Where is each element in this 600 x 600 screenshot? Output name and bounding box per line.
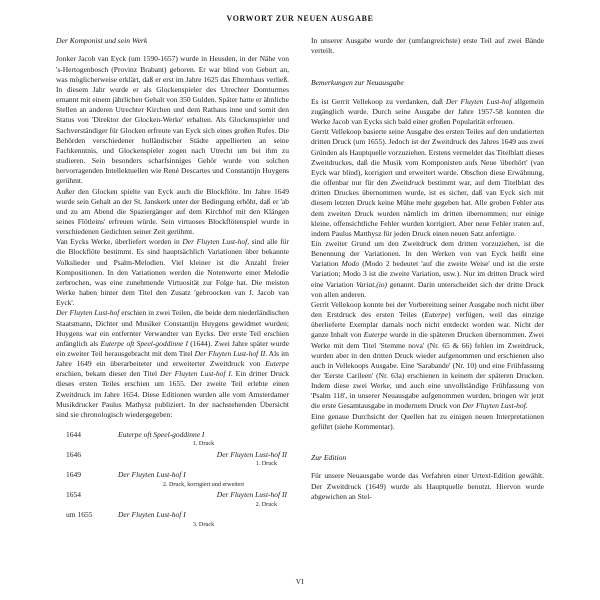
chronology-row — [56, 429, 289, 449]
running-head: VORWORT ZUR NEUEN AUSGABE — [226, 14, 374, 23]
right-column — [311, 36, 544, 502]
chronology-year: 1644 — [66, 430, 81, 440]
chronology-year: 1649 — [66, 470, 81, 480]
chronology-row — [56, 509, 289, 529]
paragraph: Jonker Jacob van Eyck (um 1590-1657) wurde in Heusden, in der Nähe von 's-Hertogenbosch (Provinz Brabant) geboren. Er war blind von Geburt an, was möglicherweise erklärt, daß er erst im Jahre 1625 das Elternhaus verließ. In diesem Jahr wurde er als Glockenspieler des Utrechter Domturmes ernannt mit einem jährlichen Gehalt von 350 Gulden. Später hatte er ähnliche Stellen an anderen Utrechter Kirchen und dem Rathaus inne und somit den Status von 'Direktor der Glocken-Werke' erhalten. Als Glockenspieler und Sachverständiger für Glocken erfreute van Eyck sich eines großen Rufes. Die Behörden verschiedener holländischer Städte appellierten an seine Fachkenntnis, und Glockenspieler zogen nach Utrecht um bei ihm zu studieren. Sein besonders scharfsinniges Gehör wurde von solchen hervorragenden Intellektuellen wie René Descartes und Constantijn Huygens gerühmt. — [56, 54, 289, 186]
chronology-table — [56, 429, 289, 529]
chronology-press-note: 1. Druck — [255, 461, 277, 468]
paragraph: Eine genaue Durchsicht der Quellen hat zu einigen neuen Interpretationen geführt (siehe Kommentar). — [311, 411, 544, 431]
paragraph: Ein zweiter Grund um den Zweitdruck dem dritten vorzuziehen, ist die Benennung der Variationen. In den Werken von van Eyck heißt eine Variation Modo (Modo 2 bedeutet 'auf die zweite Weise' und ist die erste Variation; Modo 3 ist die zweite Variation, usw.). Nur im dritten Druck wird eine Variation Variat.(io) genannt. Darin unterscheidet sich der dritte Druck von allen anderen. — [311, 238, 545, 299]
chronology-title: Der Fluyten Lust-hof I 2. Druck, korrigiert und erweitert — [112, 469, 289, 489]
chronology-year: um 1655 — [66, 510, 93, 520]
paragraph: Es ist Gerrit Vellekoop zu verdanken, daß Der Fluyten Lust-hof allgemein zugänglich wurde. Durch seine Ausgabe der Jahre 1957-58 konnten die Werke Jacob van Eycks sich bald einer großen Popularität erfreuen. — [311, 96, 544, 127]
page-number: VI — [295, 578, 305, 586]
paragraph: Gerrit Vellekoop basierte seine Ausgabe des ersten Teiles auf den undatierten dritten Druck (um 1655). Jedoch ist der Zweitdruck des Jahres 1649 aus zwei Gründen als Hauptquelle vorzuziehen. Erstens vermeldet das Titelblatt dieses Zweitdruckes, daß die Musik vom Komponisten aufs Neue 'überhört' (van Eyck war blind), korrigiert und erweitert wurde. Obschon diese Erwähnung, die offenbar nur für den Zweitdruck bestimmt war, auf dem Titelblatt des dritten Druckes übernommen wurde, ist es sicher, daß van Eyck sich mit diesem letzten Druck keine Mühe mehr gegeben hat. Alle groben Fehler aus dem zweiten Druck wurden nämlich im dritten übernommen; nur einige kleine, offensichtliche Fehler wurden korrigiert. Aber neue Fehler traten auf, indem Paulus Matthysz für jeden Druck einen neuen Satz anfertigte. — [311, 127, 545, 238]
chronology-title: Euterpe oft Speel-goddinne I 1. Druck — [112, 429, 289, 449]
right-section-heading-bemerkungen: Bemerkungen zur Neuausgabe — [311, 78, 404, 88]
chronology-row — [56, 469, 289, 489]
chronology-title: Der Fluyten Lust-hof I 3. Druck — [112, 509, 289, 529]
chronology-title: Der Fluyten Lust-hof II 2. Druck — [112, 489, 289, 509]
paragraph: Der Fluyten Lust-hof erschien in zwei Teilen, die beide dem niederländischen Staatsmann, Dichter und Musiker Constantijn Huygens gewidmet wurden; Huygens war ein entfernter Verwandter van Eycks. Der erste Teil erschien anfänglich als Euterpe oft Speel-goddinne I (1644). Zwei Jahre später wurde ein zweiter Teil herausgebracht mit dem Titel Der Fluyten Lust-hof II. Als im Jahre 1649 ein überarbeiteter und erweiterter Zweitdruck von Euterpe erschien, bekam dieser den Titel Der Fluyten Lust-hof I. Ein dritter Druck dieses ersten Teiles erschien um 1655. Der zweite Teil erlebte einen Zweitdruck im Jahre 1654. Diese Editionen wurden alle vom Amsterdamer Musikdrucker Paulus Mathysz publiziert. In der nachstehenden Übersicht sind sie chronologisch wiedergegeben: — [56, 308, 290, 419]
chronology-press-note: 3. Druck — [192, 521, 215, 528]
right-section-heading-zur-edition: Zur Edition — [311, 452, 347, 462]
two-column-body — [56, 36, 544, 530]
paragraph: Außer den Glocken spielte van Eyck auch die Blockflöte. Im Jahre 1649 wurde sein Gehalt an der St. Janskerk unter der Bedingung erhöht, daß er 'ab und zu am Abend die Spaziergänger auf dem Kirchhof mit den Klängen seines Flötleins' erfreuen würde. Sein virtuoses Blockflötenspiel wurde in verschiedenen Gedichten seiner Zeit gerühmt. — [56, 186, 289, 237]
left-column — [56, 36, 289, 530]
paragraph: Gerrit Vellekoop konnte bei der Vorbereitung seiner Ausgabe noch nicht über den Erstdruck des ersten Teiles (Euterpe) verfügen, weil das einzige überlieferte Exemplar damals noch nicht entdeckt worden war. Nicht der ganze Inhalt von Euterpe wurde in die späteren Drucken übernommen. Zwei Werke mit dem Titel 'Stemme nova' (Nr. 65 & 66) fehlen im Zweitdruck, wurden aber in den dritten Druck wieder aufgenommen und erschienen also auch in Vellekoops Ausgabe. Eine 'Sarabande' (Nr. 10) und eine Frühfassung der 'Eerste Carileen' (Nr. 63a) erschienen in keinem der späteren Drucken. Indem diese zwei Werke, und auch eine unvollständige Frühfassung von 'Psalm 118', in unserer Neuausgabe aufgenommen wurden, bringen wir jetzt die erste Gesamtausgabe in modernem Druck von Der Fluyten Lust-hof. — [311, 299, 545, 411]
chronology-press-note: 2. Druck, korrigiert und erweitert — [162, 481, 245, 488]
chronology-row — [56, 449, 289, 469]
chronology-year: 1646 — [66, 450, 81, 460]
chronology-press-note: 2. Druck — [255, 501, 277, 508]
left-section-heading: Der Komponist und sein Werk — [56, 36, 148, 45]
paragraph: Van Eycks Werke, überliefert worden in Der Fluyten Lust-hof, sind alle für die Blockflöte bestimmt. Es sind hauptsächlich Variationen über bekannte Volkslieder und Psalm-Melodien. Viel kleiner ist die Anzahl freier Kompositionen. In den Variationen werden die Notenwerte einer Melodie zerbrochen, was eine zunehmende Virtuosität zur Folge hat. Die meisten Werke haben hinter dem Titel den Zusatz 'gebroocken van J. Jacob van Eyck'. — [56, 237, 289, 308]
chronology-title: Der Fluyten Lust-hof II 1. Druck — [112, 449, 289, 469]
chronology-year: 1654 — [66, 490, 81, 500]
chronology-press-note: 1. Druck — [192, 441, 215, 448]
paragraph: In unserer Ausgabe wurde der (umfangreichste) erste Teil auf zwei Bände verteilt. — [311, 36, 544, 56]
paragraph: Für unsere Neuausgabe wurde das Verfahren einer Urtext-Edition gewählt. Der Zweitdruck (1649) wurde als Hauptquelle benutzt. Hiervon wurde abgewichen an Stel- — [311, 471, 544, 501]
chronology-row — [56, 489, 289, 509]
chronology-body — [56, 429, 289, 529]
